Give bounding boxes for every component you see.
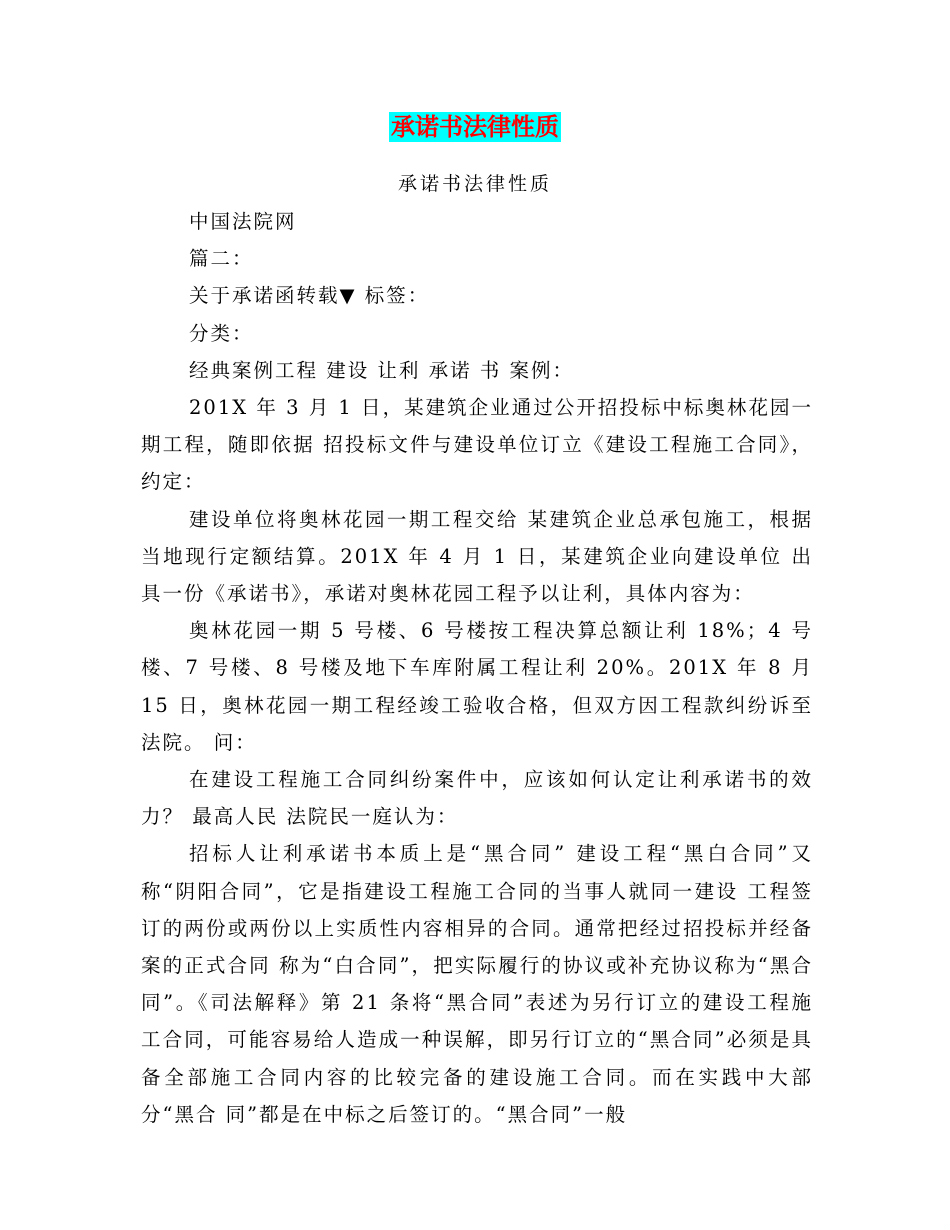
- body-paragraph: 201X 年 3 月 1 日，某建筑企业通过公开招投标中标奥林花园一期工程，随即依据 招投标文件与建设单位订立《建设工程施工合同》，约定：: [141, 396, 813, 494]
- document-subtitle: 承诺书法律性质: [397, 173, 552, 195]
- repost-tags-line: 关于承诺函转载▼ 标签：: [189, 284, 430, 308]
- category-line: 分类：: [189, 321, 254, 345]
- case-title-line: 经典案例工程 建设 让利 承诺 书 案例：: [189, 358, 574, 382]
- body-paragraph: 在建设工程施工合同纠纷案件中，应该如何认定让利承诺书的效力？ 最高人民 法院民一庭认为：: [141, 768, 813, 829]
- source-line: 中国法院网: [189, 210, 297, 233]
- body-paragraph: 建设单位将奥林花园一期工程交给 某建筑企业总承包施工，根据当地现行定额结算。201X 年 4 月 1 日，某建筑企业向建设单位 出具一份《承诺书》，承诺对奥林花园工程予以让利，具体内容为：: [141, 507, 813, 606]
- document-body: [141, 203, 813, 1133]
- heading-container: [0, 112, 950, 142]
- document-heading: 承诺书法律性质: [391, 113, 559, 141]
- section-label: 篇二：: [189, 247, 254, 271]
- body-paragraph: 招标人让利承诺书本质上是“黑合同” 建设工程“黑白合同”又称“阴阳合同”，它是指建设工程施工合同的当事人就同一建设 工程签订的两份或两份以上实质性内容相异的合同。通常把经过招投标并经备案的正式合同 称为“白合同”，把实际履行的协议或补充协议称为“黑合同”。《司法解释》第 21 条将“黑合同”表述为另行订立的建设工程施工合同，可能容易给人造成一种误解，即另行订立的“黑合同”必须是具备全部施工合同内容的比较完备的建设施工合同。而在实践中大部分“黑合 同”都是在中标之后签订的。“黑合同”一般: [141, 842, 813, 1126]
- body-paragraph: 奥林花园一期 5 号楼、6 号楼按工程决算总额让利 18%；4 号楼、7 号楼、8 号楼及地下车库附属工程让利 20%。201X 年 8 月 15 日，奥林花园一期工程经竣工验收合格，但双方因工程款纠纷诉至法院。 问：: [141, 619, 813, 754]
